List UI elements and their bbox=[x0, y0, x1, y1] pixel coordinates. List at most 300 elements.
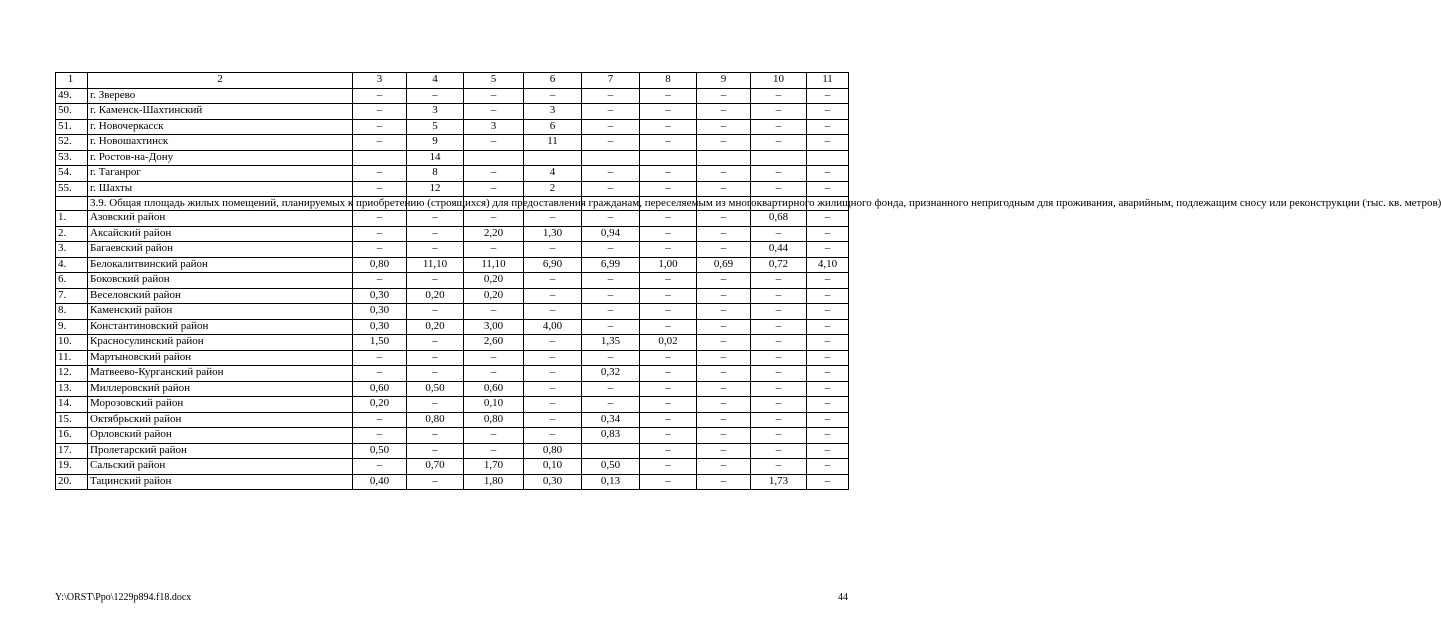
value-cell: – bbox=[407, 335, 464, 351]
value-cell: – bbox=[524, 288, 582, 304]
section-title: 3.9. Общая площадь жилых помещений, планируемых к приобретению (строящихся) для предоставления гражданам, переселяемым из многоквартирного жилищного фонда, признанного непригодным для проживания, аварийным, подлежащим сносу или реконструкции (тыс. кв. метров) bbox=[88, 197, 353, 211]
value-cell: – bbox=[751, 428, 807, 444]
table-row bbox=[56, 459, 849, 475]
value-cell: – bbox=[582, 181, 640, 197]
value-cell: – bbox=[640, 319, 697, 335]
table-row bbox=[56, 135, 849, 151]
value-cell: – bbox=[524, 397, 582, 413]
value-cell: 0,20 bbox=[464, 288, 524, 304]
value-cell bbox=[524, 150, 582, 166]
value-cell: – bbox=[582, 288, 640, 304]
value-cell: 0,10 bbox=[464, 397, 524, 413]
value-cell: – bbox=[407, 211, 464, 227]
row-number: 3. bbox=[56, 242, 88, 258]
value-cell: 0,34 bbox=[582, 412, 640, 428]
row-number: 17. bbox=[56, 443, 88, 459]
header-cell: 5 bbox=[464, 73, 524, 89]
value-cell: – bbox=[582, 381, 640, 397]
row-number: 14. bbox=[56, 397, 88, 413]
table-row bbox=[56, 397, 849, 413]
value-cell: – bbox=[640, 88, 697, 104]
value-cell: – bbox=[807, 428, 849, 444]
value-cell: – bbox=[353, 88, 407, 104]
value-cell: 1,70 bbox=[464, 459, 524, 475]
value-cell: 0,60 bbox=[353, 381, 407, 397]
value-cell: – bbox=[807, 166, 849, 182]
value-cell: 1,00 bbox=[640, 257, 697, 273]
value-cell: – bbox=[697, 443, 751, 459]
value-cell: – bbox=[751, 412, 807, 428]
value-cell: – bbox=[582, 397, 640, 413]
value-cell: – bbox=[464, 88, 524, 104]
value-cell: 0,80 bbox=[407, 412, 464, 428]
row-name: Красносулинский район bbox=[88, 335, 353, 351]
value-cell: – bbox=[353, 104, 407, 120]
header-cell: 4 bbox=[407, 73, 464, 89]
row-name: Азовский район bbox=[88, 211, 353, 227]
value-cell: – bbox=[407, 474, 464, 490]
value-cell: – bbox=[582, 104, 640, 120]
row-number: 12. bbox=[56, 366, 88, 382]
value-cell: – bbox=[751, 135, 807, 151]
value-cell: – bbox=[464, 443, 524, 459]
value-cell: – bbox=[697, 242, 751, 258]
table-row bbox=[56, 226, 849, 242]
value-cell: – bbox=[353, 350, 407, 366]
value-cell: 0,50 bbox=[353, 443, 407, 459]
value-cell: 8 bbox=[407, 166, 464, 182]
value-cell: 0,30 bbox=[353, 304, 407, 320]
value-cell: 0,30 bbox=[524, 474, 582, 490]
row-name: Сальский район bbox=[88, 459, 353, 475]
value-cell: 6 bbox=[524, 119, 582, 135]
value-cell: – bbox=[407, 397, 464, 413]
table-row bbox=[56, 150, 849, 166]
value-cell: – bbox=[582, 166, 640, 182]
value-cell: 4,00 bbox=[524, 319, 582, 335]
row-name: Константиновский район bbox=[88, 319, 353, 335]
value-cell: – bbox=[697, 381, 751, 397]
value-cell: 1,73 bbox=[751, 474, 807, 490]
value-cell: – bbox=[353, 242, 407, 258]
header-row bbox=[56, 73, 849, 89]
value-cell: 0,32 bbox=[582, 366, 640, 382]
value-cell: – bbox=[807, 443, 849, 459]
value-cell: – bbox=[407, 242, 464, 258]
value-cell: 5 bbox=[407, 119, 464, 135]
row-name: Веселовский район bbox=[88, 288, 353, 304]
value-cell: – bbox=[407, 428, 464, 444]
value-cell: – bbox=[524, 88, 582, 104]
value-cell: – bbox=[697, 88, 751, 104]
value-cell: – bbox=[407, 88, 464, 104]
value-cell: 2,20 bbox=[464, 226, 524, 242]
row-number: 19. bbox=[56, 459, 88, 475]
value-cell: 12 bbox=[407, 181, 464, 197]
value-cell: – bbox=[697, 288, 751, 304]
row-name: г. Ростов-на-Дону bbox=[88, 150, 353, 166]
value-cell: – bbox=[353, 366, 407, 382]
row-number: 52. bbox=[56, 135, 88, 151]
value-cell: 1,30 bbox=[524, 226, 582, 242]
value-cell: – bbox=[640, 242, 697, 258]
value-cell: – bbox=[464, 304, 524, 320]
value-cell: – bbox=[697, 226, 751, 242]
table-row bbox=[56, 428, 849, 444]
page-number: 44 bbox=[838, 592, 848, 603]
value-cell: – bbox=[640, 412, 697, 428]
value-cell: – bbox=[524, 412, 582, 428]
value-cell: 0,50 bbox=[582, 459, 640, 475]
value-cell: – bbox=[640, 211, 697, 227]
value-cell: – bbox=[640, 350, 697, 366]
row-name: Орловский район bbox=[88, 428, 353, 444]
value-cell: – bbox=[582, 350, 640, 366]
value-cell: 0,20 bbox=[464, 273, 524, 289]
value-cell: 1,50 bbox=[353, 335, 407, 351]
table-row bbox=[56, 88, 849, 104]
value-cell: – bbox=[807, 350, 849, 366]
value-cell: – bbox=[524, 335, 582, 351]
value-cell: – bbox=[640, 119, 697, 135]
row-number: 16. bbox=[56, 428, 88, 444]
value-cell: – bbox=[640, 397, 697, 413]
value-cell: – bbox=[807, 119, 849, 135]
value-cell: – bbox=[464, 366, 524, 382]
value-cell: – bbox=[697, 166, 751, 182]
row-number: 53. bbox=[56, 150, 88, 166]
row-number: 2. bbox=[56, 226, 88, 242]
value-cell: 0,69 bbox=[697, 257, 751, 273]
value-cell: 4 bbox=[524, 166, 582, 182]
value-cell: 3 bbox=[464, 119, 524, 135]
value-cell: – bbox=[524, 273, 582, 289]
header-cell: 2 bbox=[88, 73, 353, 89]
row-number: 4. bbox=[56, 257, 88, 273]
row-number: 13. bbox=[56, 381, 88, 397]
value-cell: – bbox=[640, 304, 697, 320]
value-cell: – bbox=[697, 397, 751, 413]
value-cell: – bbox=[697, 211, 751, 227]
value-cell: – bbox=[697, 104, 751, 120]
value-cell: 0,44 bbox=[751, 242, 807, 258]
row-number: 20. bbox=[56, 474, 88, 490]
value-cell: – bbox=[353, 226, 407, 242]
value-cell: – bbox=[697, 335, 751, 351]
value-cell: – bbox=[582, 135, 640, 151]
header-cell: 3 bbox=[353, 73, 407, 89]
value-cell: 0,50 bbox=[407, 381, 464, 397]
value-cell: – bbox=[353, 273, 407, 289]
table-row bbox=[56, 474, 849, 490]
table-row bbox=[56, 257, 849, 273]
value-cell: – bbox=[464, 350, 524, 366]
value-cell: – bbox=[464, 104, 524, 120]
value-cell: – bbox=[582, 273, 640, 289]
value-cell: – bbox=[464, 242, 524, 258]
row-name: Белокалитвинский район bbox=[88, 257, 353, 273]
value-cell: – bbox=[751, 273, 807, 289]
value-cell: – bbox=[582, 211, 640, 227]
value-cell bbox=[353, 150, 407, 166]
value-cell: – bbox=[640, 428, 697, 444]
value-cell: – bbox=[582, 242, 640, 258]
value-cell: – bbox=[407, 350, 464, 366]
value-cell: – bbox=[464, 135, 524, 151]
value-cell: – bbox=[807, 381, 849, 397]
value-cell: – bbox=[697, 273, 751, 289]
value-cell: – bbox=[524, 304, 582, 320]
value-cell: – bbox=[640, 166, 697, 182]
section-number-cell bbox=[56, 197, 88, 211]
value-cell bbox=[807, 150, 849, 166]
value-cell: – bbox=[640, 181, 697, 197]
value-cell: 9 bbox=[407, 135, 464, 151]
row-name: Миллеровский район bbox=[88, 381, 353, 397]
value-cell: – bbox=[751, 181, 807, 197]
value-cell: – bbox=[464, 211, 524, 227]
value-cell: – bbox=[807, 88, 849, 104]
value-cell: 11,10 bbox=[407, 257, 464, 273]
value-cell: – bbox=[697, 119, 751, 135]
value-cell: – bbox=[697, 135, 751, 151]
row-number: 1. bbox=[56, 211, 88, 227]
value-cell: – bbox=[807, 319, 849, 335]
value-cell: – bbox=[807, 226, 849, 242]
value-cell: – bbox=[751, 119, 807, 135]
value-cell: – bbox=[697, 304, 751, 320]
value-cell: – bbox=[807, 104, 849, 120]
value-cell: 11,10 bbox=[464, 257, 524, 273]
footer-file-path: Y:\ORST\Ppo\1229p894.f18.docx bbox=[55, 592, 192, 603]
value-cell: – bbox=[353, 166, 407, 182]
value-cell: 0,30 bbox=[353, 319, 407, 335]
row-name: г. Каменск-Шахтинский bbox=[88, 104, 353, 120]
row-number: 8. bbox=[56, 304, 88, 320]
value-cell: – bbox=[697, 181, 751, 197]
value-cell: 1,35 bbox=[582, 335, 640, 351]
table-row bbox=[56, 288, 849, 304]
value-cell: – bbox=[751, 459, 807, 475]
value-cell: – bbox=[697, 428, 751, 444]
value-cell bbox=[464, 150, 524, 166]
row-number: 7. bbox=[56, 288, 88, 304]
value-cell: – bbox=[524, 242, 582, 258]
table-row bbox=[56, 119, 849, 135]
value-cell: 0,20 bbox=[353, 397, 407, 413]
value-cell: 0,80 bbox=[524, 443, 582, 459]
row-name: г. Шахты bbox=[88, 181, 353, 197]
value-cell: 0,30 bbox=[353, 288, 407, 304]
row-name: Боковский район bbox=[88, 273, 353, 289]
value-cell: 2 bbox=[524, 181, 582, 197]
value-cell: – bbox=[807, 288, 849, 304]
value-cell bbox=[582, 150, 640, 166]
value-cell: – bbox=[464, 181, 524, 197]
value-cell: – bbox=[807, 474, 849, 490]
value-cell: – bbox=[640, 226, 697, 242]
value-cell: – bbox=[751, 366, 807, 382]
row-name: г. Зверево bbox=[88, 88, 353, 104]
value-cell: – bbox=[751, 381, 807, 397]
value-cell: – bbox=[524, 211, 582, 227]
value-cell: 4,10 bbox=[807, 257, 849, 273]
value-cell bbox=[751, 150, 807, 166]
table-row bbox=[56, 319, 849, 335]
value-cell: – bbox=[807, 181, 849, 197]
value-cell: 0,70 bbox=[407, 459, 464, 475]
value-cell: – bbox=[807, 412, 849, 428]
value-cell: – bbox=[697, 366, 751, 382]
value-cell: – bbox=[697, 350, 751, 366]
value-cell: 0,02 bbox=[640, 335, 697, 351]
table-row bbox=[56, 412, 849, 428]
data-table bbox=[55, 72, 1441, 490]
value-cell: – bbox=[751, 304, 807, 320]
value-cell: – bbox=[807, 335, 849, 351]
value-cell: 1,80 bbox=[464, 474, 524, 490]
header-cell: 6 bbox=[524, 73, 582, 89]
value-cell: – bbox=[582, 304, 640, 320]
value-cell: – bbox=[807, 211, 849, 227]
row-name: Пролетарский район bbox=[88, 443, 353, 459]
row-number: 49. bbox=[56, 88, 88, 104]
value-cell: – bbox=[807, 242, 849, 258]
value-cell: 0,72 bbox=[751, 257, 807, 273]
value-cell: – bbox=[751, 335, 807, 351]
value-cell: – bbox=[807, 304, 849, 320]
value-cell: – bbox=[751, 288, 807, 304]
table-row bbox=[56, 242, 849, 258]
row-number: 9. bbox=[56, 319, 88, 335]
value-cell: – bbox=[697, 319, 751, 335]
value-cell: – bbox=[524, 381, 582, 397]
table-row bbox=[56, 104, 849, 120]
value-cell: – bbox=[582, 119, 640, 135]
value-cell: 0,80 bbox=[353, 257, 407, 273]
row-name: г. Таганрог bbox=[88, 166, 353, 182]
value-cell: 0,80 bbox=[464, 412, 524, 428]
row-number: 54. bbox=[56, 166, 88, 182]
value-cell: – bbox=[697, 412, 751, 428]
value-cell: – bbox=[751, 88, 807, 104]
value-cell: – bbox=[524, 350, 582, 366]
value-cell: 2,60 bbox=[464, 335, 524, 351]
value-cell: 0,83 bbox=[582, 428, 640, 444]
value-cell: 0,13 bbox=[582, 474, 640, 490]
value-cell: – bbox=[464, 166, 524, 182]
value-cell: – bbox=[353, 428, 407, 444]
value-cell: 0,94 bbox=[582, 226, 640, 242]
header-cell: 9 bbox=[697, 73, 751, 89]
value-cell: – bbox=[751, 166, 807, 182]
value-cell: 0,20 bbox=[407, 319, 464, 335]
row-name: Морозовский район bbox=[88, 397, 353, 413]
table-row bbox=[56, 181, 849, 197]
value-cell: 0,20 bbox=[407, 288, 464, 304]
row-number: 55. bbox=[56, 181, 88, 197]
value-cell: – bbox=[751, 350, 807, 366]
value-cell: – bbox=[407, 304, 464, 320]
value-cell: – bbox=[640, 459, 697, 475]
value-cell: 6,90 bbox=[524, 257, 582, 273]
value-cell: – bbox=[751, 397, 807, 413]
row-number: 11. bbox=[56, 350, 88, 366]
value-cell: – bbox=[582, 88, 640, 104]
table-row bbox=[56, 443, 849, 459]
value-cell: – bbox=[640, 288, 697, 304]
value-cell: – bbox=[640, 273, 697, 289]
value-cell bbox=[697, 150, 751, 166]
row-number: 10. bbox=[56, 335, 88, 351]
value-cell: – bbox=[640, 366, 697, 382]
value-cell: – bbox=[407, 443, 464, 459]
row-number: 6. bbox=[56, 273, 88, 289]
value-cell: 0,10 bbox=[524, 459, 582, 475]
header-cell: 11 bbox=[807, 73, 849, 89]
value-cell: – bbox=[807, 459, 849, 475]
row-number: 51. bbox=[56, 119, 88, 135]
value-cell: 3 bbox=[407, 104, 464, 120]
table-row bbox=[56, 304, 849, 320]
value-cell: – bbox=[697, 459, 751, 475]
table-row bbox=[56, 381, 849, 397]
value-cell: 6,99 bbox=[582, 257, 640, 273]
value-cell: – bbox=[807, 366, 849, 382]
table-row bbox=[56, 211, 849, 227]
table-row bbox=[56, 350, 849, 366]
value-cell: 11 bbox=[524, 135, 582, 151]
value-cell: – bbox=[353, 181, 407, 197]
row-name: г. Новочеркасск bbox=[88, 119, 353, 135]
header-cell: 8 bbox=[640, 73, 697, 89]
value-cell: – bbox=[751, 443, 807, 459]
value-cell: – bbox=[807, 397, 849, 413]
row-name: Мартыновский район bbox=[88, 350, 353, 366]
value-cell: – bbox=[353, 119, 407, 135]
row-name: Матвеево-Курганский район bbox=[88, 366, 353, 382]
header-cell: 7 bbox=[582, 73, 640, 89]
row-name: Аксайский район bbox=[88, 226, 353, 242]
value-cell: – bbox=[697, 474, 751, 490]
table-row bbox=[56, 166, 849, 182]
value-cell: – bbox=[751, 319, 807, 335]
value-cell: – bbox=[640, 474, 697, 490]
value-cell: – bbox=[464, 428, 524, 444]
value-cell: 3,00 bbox=[464, 319, 524, 335]
value-cell: 0,60 bbox=[464, 381, 524, 397]
value-cell bbox=[582, 443, 640, 459]
table-row bbox=[56, 335, 849, 351]
value-cell: – bbox=[353, 135, 407, 151]
value-cell: – bbox=[353, 459, 407, 475]
row-name: Багаевский район bbox=[88, 242, 353, 258]
value-cell: – bbox=[353, 211, 407, 227]
header-cell: 1 bbox=[56, 73, 88, 89]
value-cell: – bbox=[640, 104, 697, 120]
row-number: 15. bbox=[56, 412, 88, 428]
row-name: Тацинский район bbox=[88, 474, 353, 490]
value-cell bbox=[640, 150, 697, 166]
value-cell: – bbox=[407, 226, 464, 242]
row-name: Октябрьский район bbox=[88, 412, 353, 428]
row-number: 50. bbox=[56, 104, 88, 120]
value-cell: 14 bbox=[407, 150, 464, 166]
value-cell: – bbox=[582, 319, 640, 335]
table-row bbox=[56, 366, 849, 382]
value-cell: 0,68 bbox=[751, 211, 807, 227]
value-cell: – bbox=[407, 366, 464, 382]
